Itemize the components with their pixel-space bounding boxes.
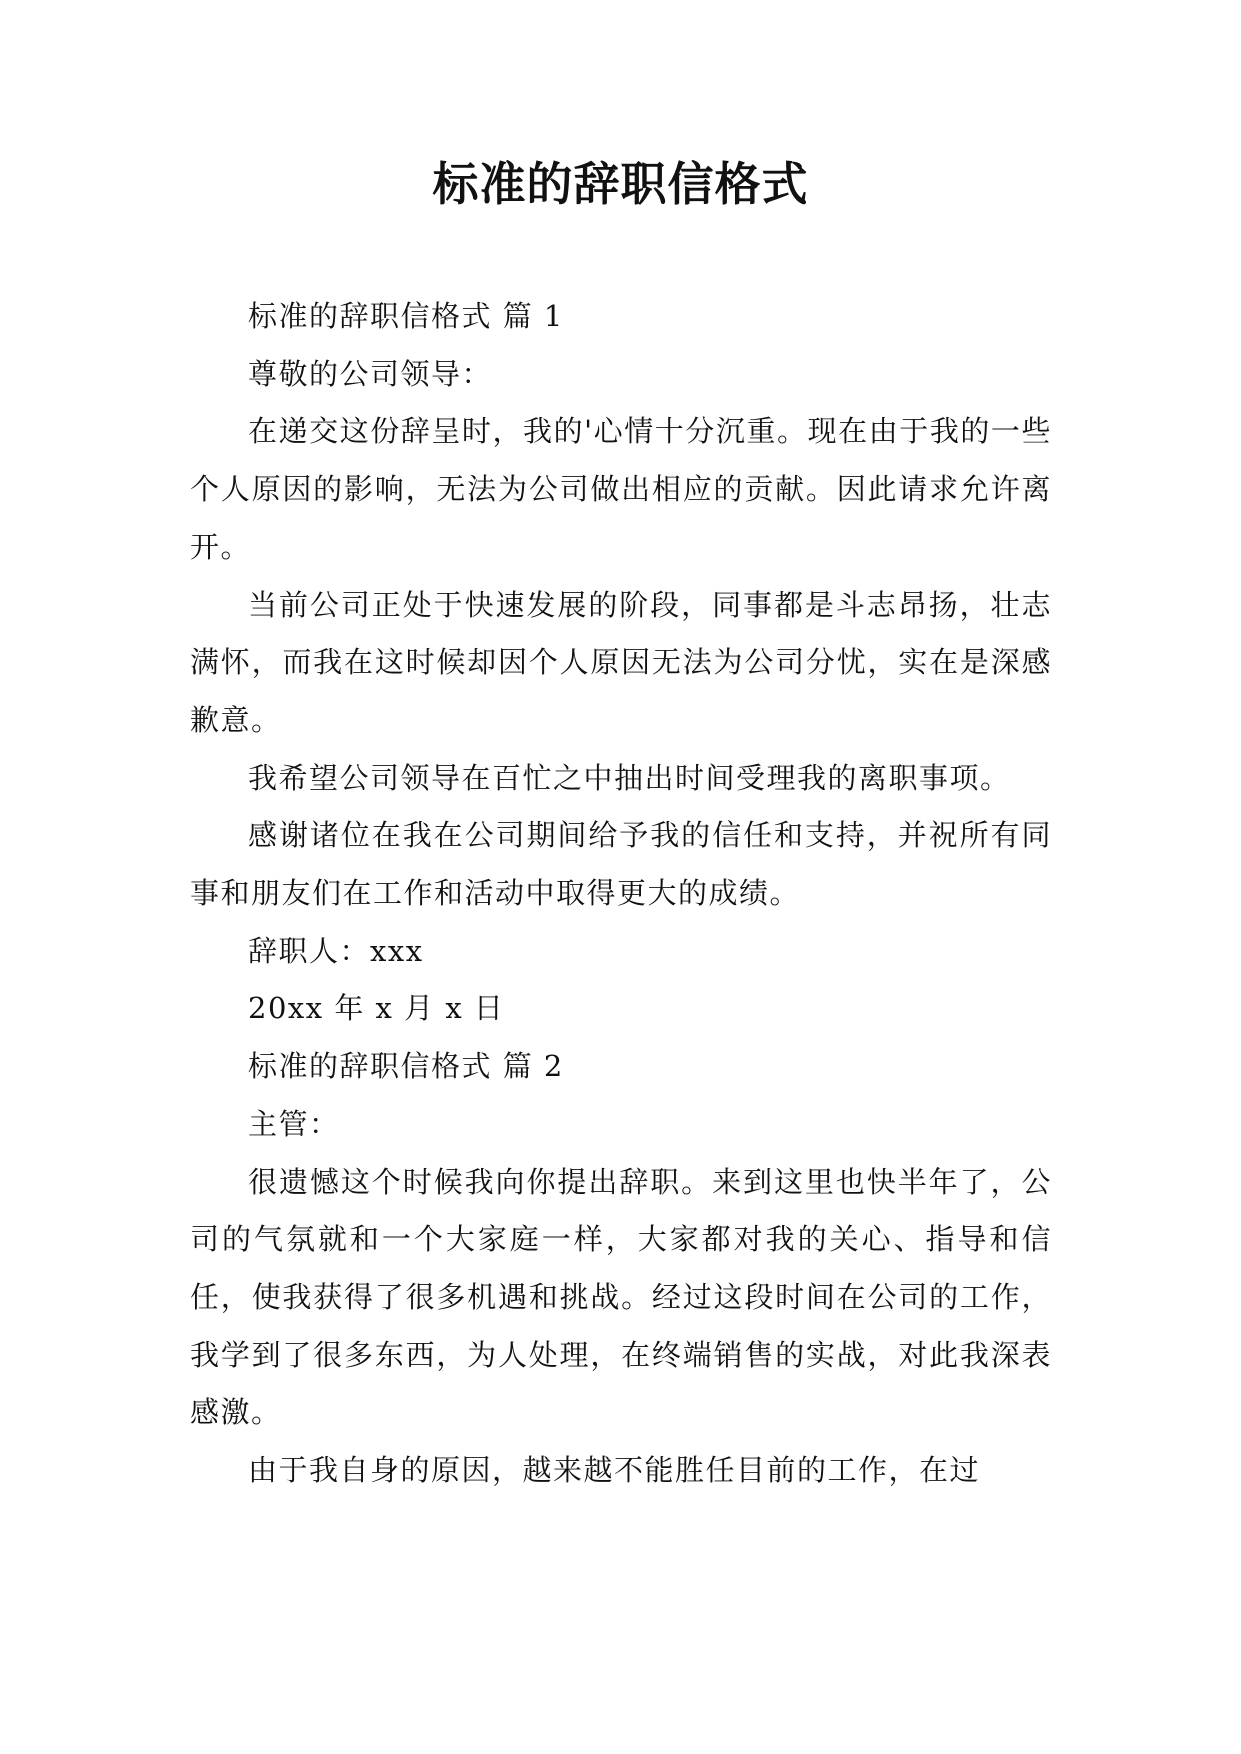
paragraph: 我希望公司领导在百忙之中抽出时间受理我的离职事项。 xyxy=(248,760,1011,795)
document-body xyxy=(190,288,1052,1500)
paragraph: 当前公司正处于快速发展的阶段，同事都是斗志昂扬，壮志满怀，而我在这时候却因个人原因无法为公司分忧，实在是深感歉意。 xyxy=(190,587,1052,737)
paragraph: 由于我自身的原因，越来越不能胜任目前的工作，在过 xyxy=(248,1453,981,1488)
salutation-1: 尊敬的公司领导： xyxy=(248,356,493,391)
section-heading-2: 标准的辞职信格式 篇 2 xyxy=(248,1049,564,1084)
paragraph: 感谢诸位在我在公司期间给予我的信任和支持，并祝所有同事和朋友们在工作和活动中取得更大的成绩。 xyxy=(190,818,1052,911)
paragraph: 很遗憾这个时候我向你提出辞职。来到这里也快半年了，公司的气氛就和一个大家庭一样，大家都对我的关心、指导和信任，使我获得了很多机遇和挑战。经过这段时间在公司的工作，我学到了很多东西，为人处理，在终端销售的实战，对此我深表感激。 xyxy=(190,1164,1052,1430)
paragraph: 在递交这份辞呈时，我的'心情十分沉重。现在由于我的一些个人原因的影响，无法为公司做出相应的贡献。因此请求允许离开。 xyxy=(190,414,1052,564)
document-title: 标准的辞职信格式 xyxy=(432,157,809,211)
date-line: 20xx 年 x 月 x 日 xyxy=(248,991,505,1026)
salutation-2: 主管： xyxy=(248,1106,340,1141)
section-heading-1: 标准的辞职信格式 篇 1 xyxy=(248,299,564,333)
signature-line: 辞职人：xxx xyxy=(248,933,424,968)
